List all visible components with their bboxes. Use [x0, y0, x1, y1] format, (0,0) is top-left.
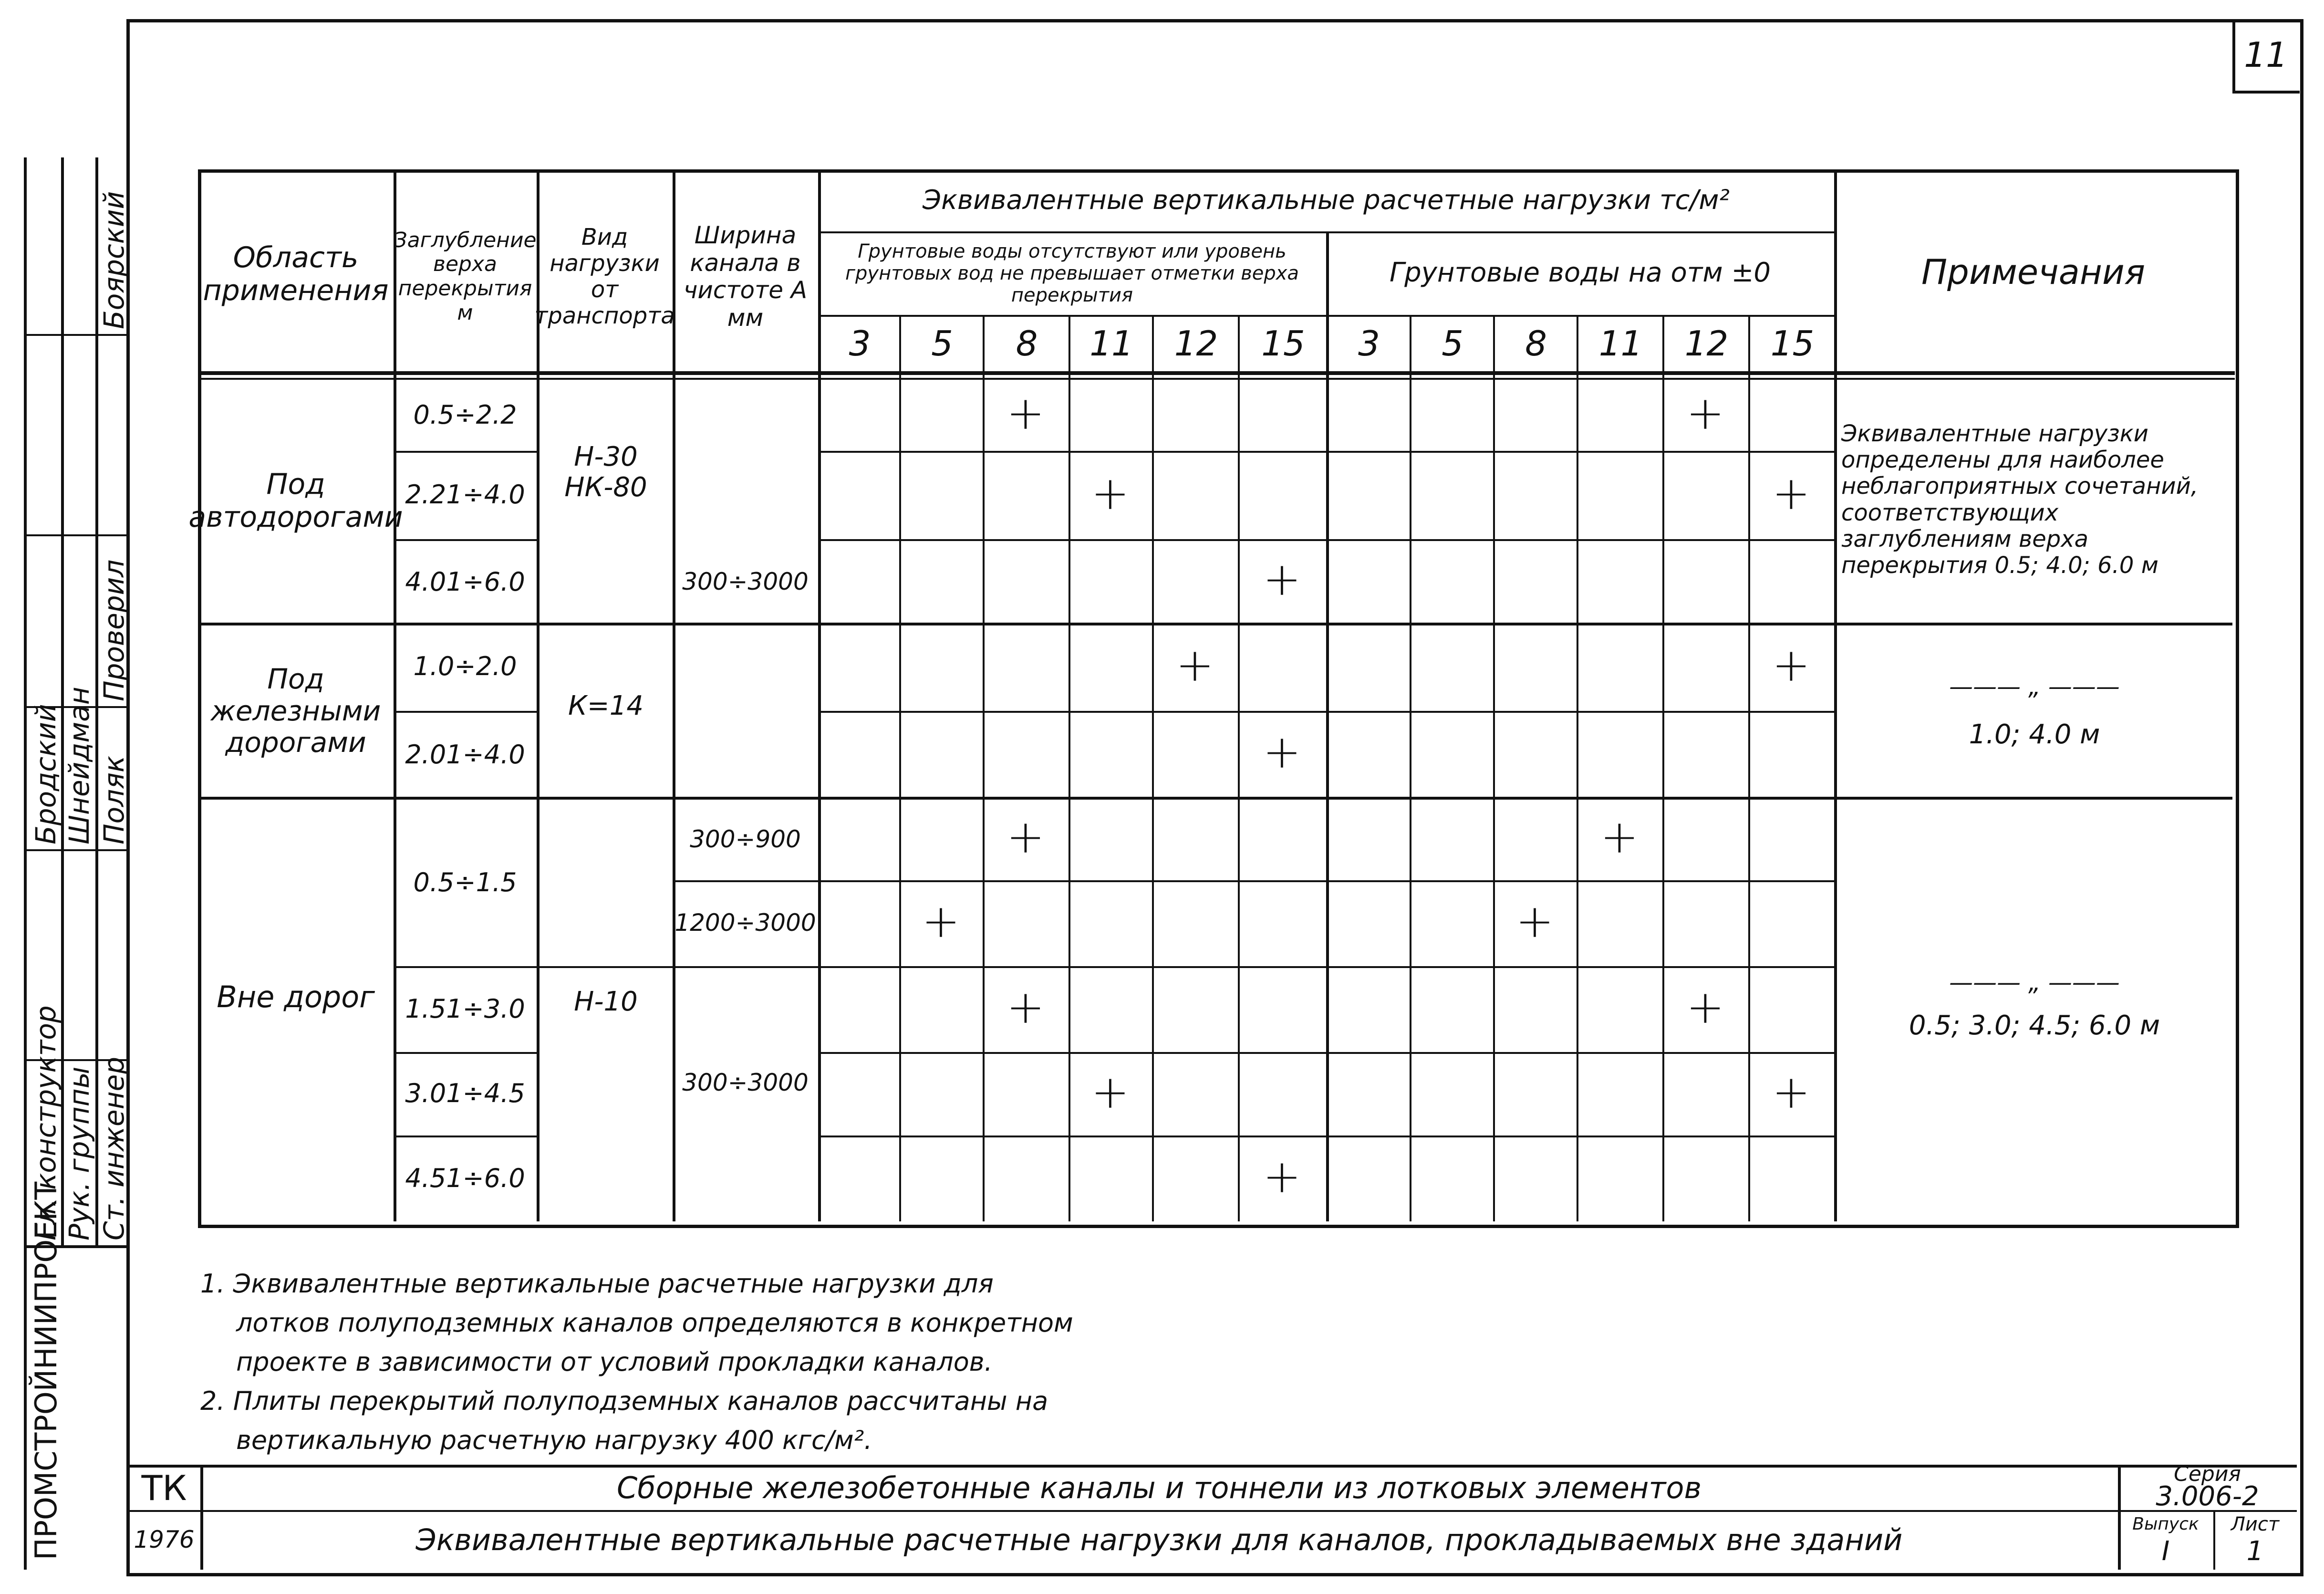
- depth-cell: 4.01÷6.0: [405, 566, 525, 597]
- load-mark: +: [1263, 1150, 1301, 1203]
- note-railway: 1.0; 4.0 м: [1969, 719, 2100, 750]
- footnote-line: 1. Эквивалентные вертикальные расчетные нагрузки для: [200, 1269, 994, 1299]
- load-value-header: 5: [1442, 323, 1463, 364]
- header-row-line: [818, 315, 1834, 317]
- depth-cell: 0.5÷1.5: [413, 867, 517, 897]
- depth-cell: 3.01÷4.5: [405, 1078, 525, 1109]
- width-1200-3000: 1200÷3000: [674, 909, 816, 937]
- row-line: [818, 451, 1834, 453]
- header-row-line: [818, 231, 1834, 233]
- area-railway: Под железными дорогами: [210, 662, 381, 759]
- header-equiv-loads: Эквивалентные вертикальные расчетные нагрузки тс/м²: [923, 184, 1730, 216]
- load-value-header: 3: [1358, 323, 1380, 364]
- load-value-header: 8: [1016, 323, 1038, 364]
- load-mark: +: [1091, 466, 1130, 520]
- footnote-line: проекте в зависимости от условий прокладки каналов.: [236, 1347, 993, 1377]
- note-road: Эквивалентные нагрузки определены для наиболее неблагоприятных сочетаний, соответствующих заглублениям верха перекрытия 0.5; 4.0; 6.0 м: [1841, 420, 2199, 579]
- series-label: Серия: [2174, 1461, 2241, 1486]
- stamp-role: Рук. группы: [63, 1066, 95, 1240]
- note-railway-dash: ——— „ ———: [1949, 673, 2120, 701]
- load-value-header: 8: [1525, 323, 1547, 364]
- depth-cell: 1.51÷3.0: [405, 993, 525, 1024]
- load-mark: +: [1772, 466, 1811, 520]
- footnote-line: вертикальную расчетную нагрузку 400 кгс/м².: [236, 1425, 872, 1455]
- sheet-number: 1: [2246, 1536, 2264, 1567]
- load-mark: +: [1772, 638, 1811, 692]
- stamp-role: Ст. инженер: [98, 1056, 130, 1240]
- issue-number: I: [2161, 1536, 2170, 1567]
- title-block-mid: [126, 1510, 2297, 1512]
- title-sheet: Эквивалентные вертикальные расчетные нагрузки для каналов, прокладываемых вне зданий: [415, 1522, 1903, 1557]
- load-value-header: 11: [1598, 323, 1643, 364]
- stamp-row-line: [24, 849, 126, 851]
- row-line: [394, 1052, 537, 1054]
- stamp-name: Поляк: [98, 755, 130, 844]
- row-line: [673, 966, 818, 968]
- header-divider-2: [198, 378, 2235, 380]
- load-mark: +: [1600, 810, 1639, 864]
- stamp-org: ПРОМСТРОЙНИИПРОЕКТ: [29, 1181, 63, 1560]
- stamp-row-line: [24, 534, 126, 536]
- stamp-role: Гл. конструктор: [30, 1005, 62, 1240]
- stamp-row-line: [24, 334, 126, 336]
- header-ground-water: Грунтовые воды на отм ±0: [1389, 257, 1771, 289]
- load-mark: +: [1091, 1065, 1130, 1119]
- load-mark: +: [1006, 810, 1045, 864]
- load-value-header: 5: [931, 323, 953, 364]
- area-off-road: Вне дорог: [217, 979, 375, 1015]
- width-road-rail: 300÷3000: [682, 568, 809, 596]
- header-width: Ширина канала в чистоте А мм: [683, 221, 808, 332]
- load-mark: +: [1772, 1065, 1811, 1119]
- load-mark: +: [1515, 895, 1554, 948]
- width-300-900: 300÷900: [690, 825, 801, 854]
- stamp-name: Боярский: [98, 191, 130, 329]
- stamp-left-edge: [24, 157, 27, 1570]
- load-value-header: 12: [1684, 323, 1729, 364]
- col-line: [1326, 231, 1329, 1221]
- footnote-line: лотков полуподземных каналов определяются в конкретном: [236, 1308, 1073, 1338]
- header-notes: Примечания: [1921, 251, 2146, 292]
- load-mark: +: [1175, 638, 1214, 692]
- row-line: [394, 711, 537, 713]
- note-off-road: 0.5; 3.0; 4.5; 6.0 м: [1909, 1010, 2160, 1041]
- stamp-name: Шнейдман: [63, 687, 95, 844]
- sheet-label: Лист: [2231, 1513, 2280, 1535]
- series-number: 3.006-2: [2156, 1481, 2259, 1512]
- row-line: [818, 539, 1834, 541]
- depth-cell: 4.51÷6.0: [405, 1163, 525, 1193]
- page-number: 11: [2244, 34, 2288, 75]
- load-value-header: 15: [1261, 323, 1305, 364]
- area-road: Под автодорогами: [188, 468, 403, 534]
- row-line: [818, 1136, 1834, 1137]
- title-block-left-col: [200, 1465, 203, 1570]
- load-mark: +: [1263, 552, 1301, 606]
- load-mark: +: [1686, 386, 1725, 440]
- header-depth: Заглубление верха перекрытия м: [394, 228, 537, 325]
- row-line: [394, 539, 537, 541]
- row-line: [394, 451, 537, 453]
- depth-cell: 2.21÷4.0: [405, 479, 525, 510]
- width-off-road: 300÷3000: [682, 1069, 809, 1097]
- header-no-ground-water: Грунтовые воды отсутствуют или уровень грунтовых вод не превышает отметки верха перекрытия: [845, 240, 1299, 306]
- load-mark: +: [1686, 980, 1725, 1034]
- stamp-role: Проверил: [98, 559, 130, 701]
- header-load-type: Вид нагрузки от транспорта: [534, 223, 675, 330]
- depth-cell: 2.01÷4.0: [405, 740, 525, 770]
- row-line: [394, 1136, 537, 1137]
- title-block-sheet-col: [2213, 1510, 2215, 1570]
- load-mark: +: [1006, 980, 1045, 1034]
- group-divider: [198, 797, 2232, 800]
- stamp-name: Бродский: [30, 704, 62, 844]
- load-type-road: Н-30 НК-80: [564, 441, 647, 503]
- title-main: Сборные железобетонные каналы и тоннели из лотковых элементов: [616, 1470, 1702, 1506]
- year-label: 1976: [134, 1525, 195, 1553]
- issue-label: Выпуск: [2132, 1514, 2199, 1534]
- load-value-header: 11: [1089, 323, 1133, 364]
- header-area: Область применения: [203, 241, 389, 307]
- row-line: [673, 880, 1834, 882]
- depth-cell: 1.0÷2.0: [413, 651, 517, 682]
- footnote-line: 2. Плиты перекрытий полуподземных каналов рассчитаны на: [200, 1386, 1048, 1416]
- tk-label: ТК: [141, 1468, 187, 1508]
- load-mark: +: [922, 895, 960, 948]
- load-value-header: 3: [849, 323, 871, 364]
- load-mark: +: [1263, 725, 1301, 779]
- note-off-road-dash: ——— „ ———: [1949, 969, 2120, 997]
- depth-cell: 0.5÷2.2: [413, 399, 517, 430]
- row-line: [818, 711, 1834, 713]
- load-mark: +: [1006, 386, 1045, 440]
- load-type-railway: К=14: [568, 690, 643, 721]
- load-type-off-road: Н-10: [574, 986, 638, 1017]
- row-line: [818, 1052, 1834, 1054]
- load-value-header: 15: [1770, 323, 1815, 364]
- load-value-header: 12: [1174, 323, 1218, 364]
